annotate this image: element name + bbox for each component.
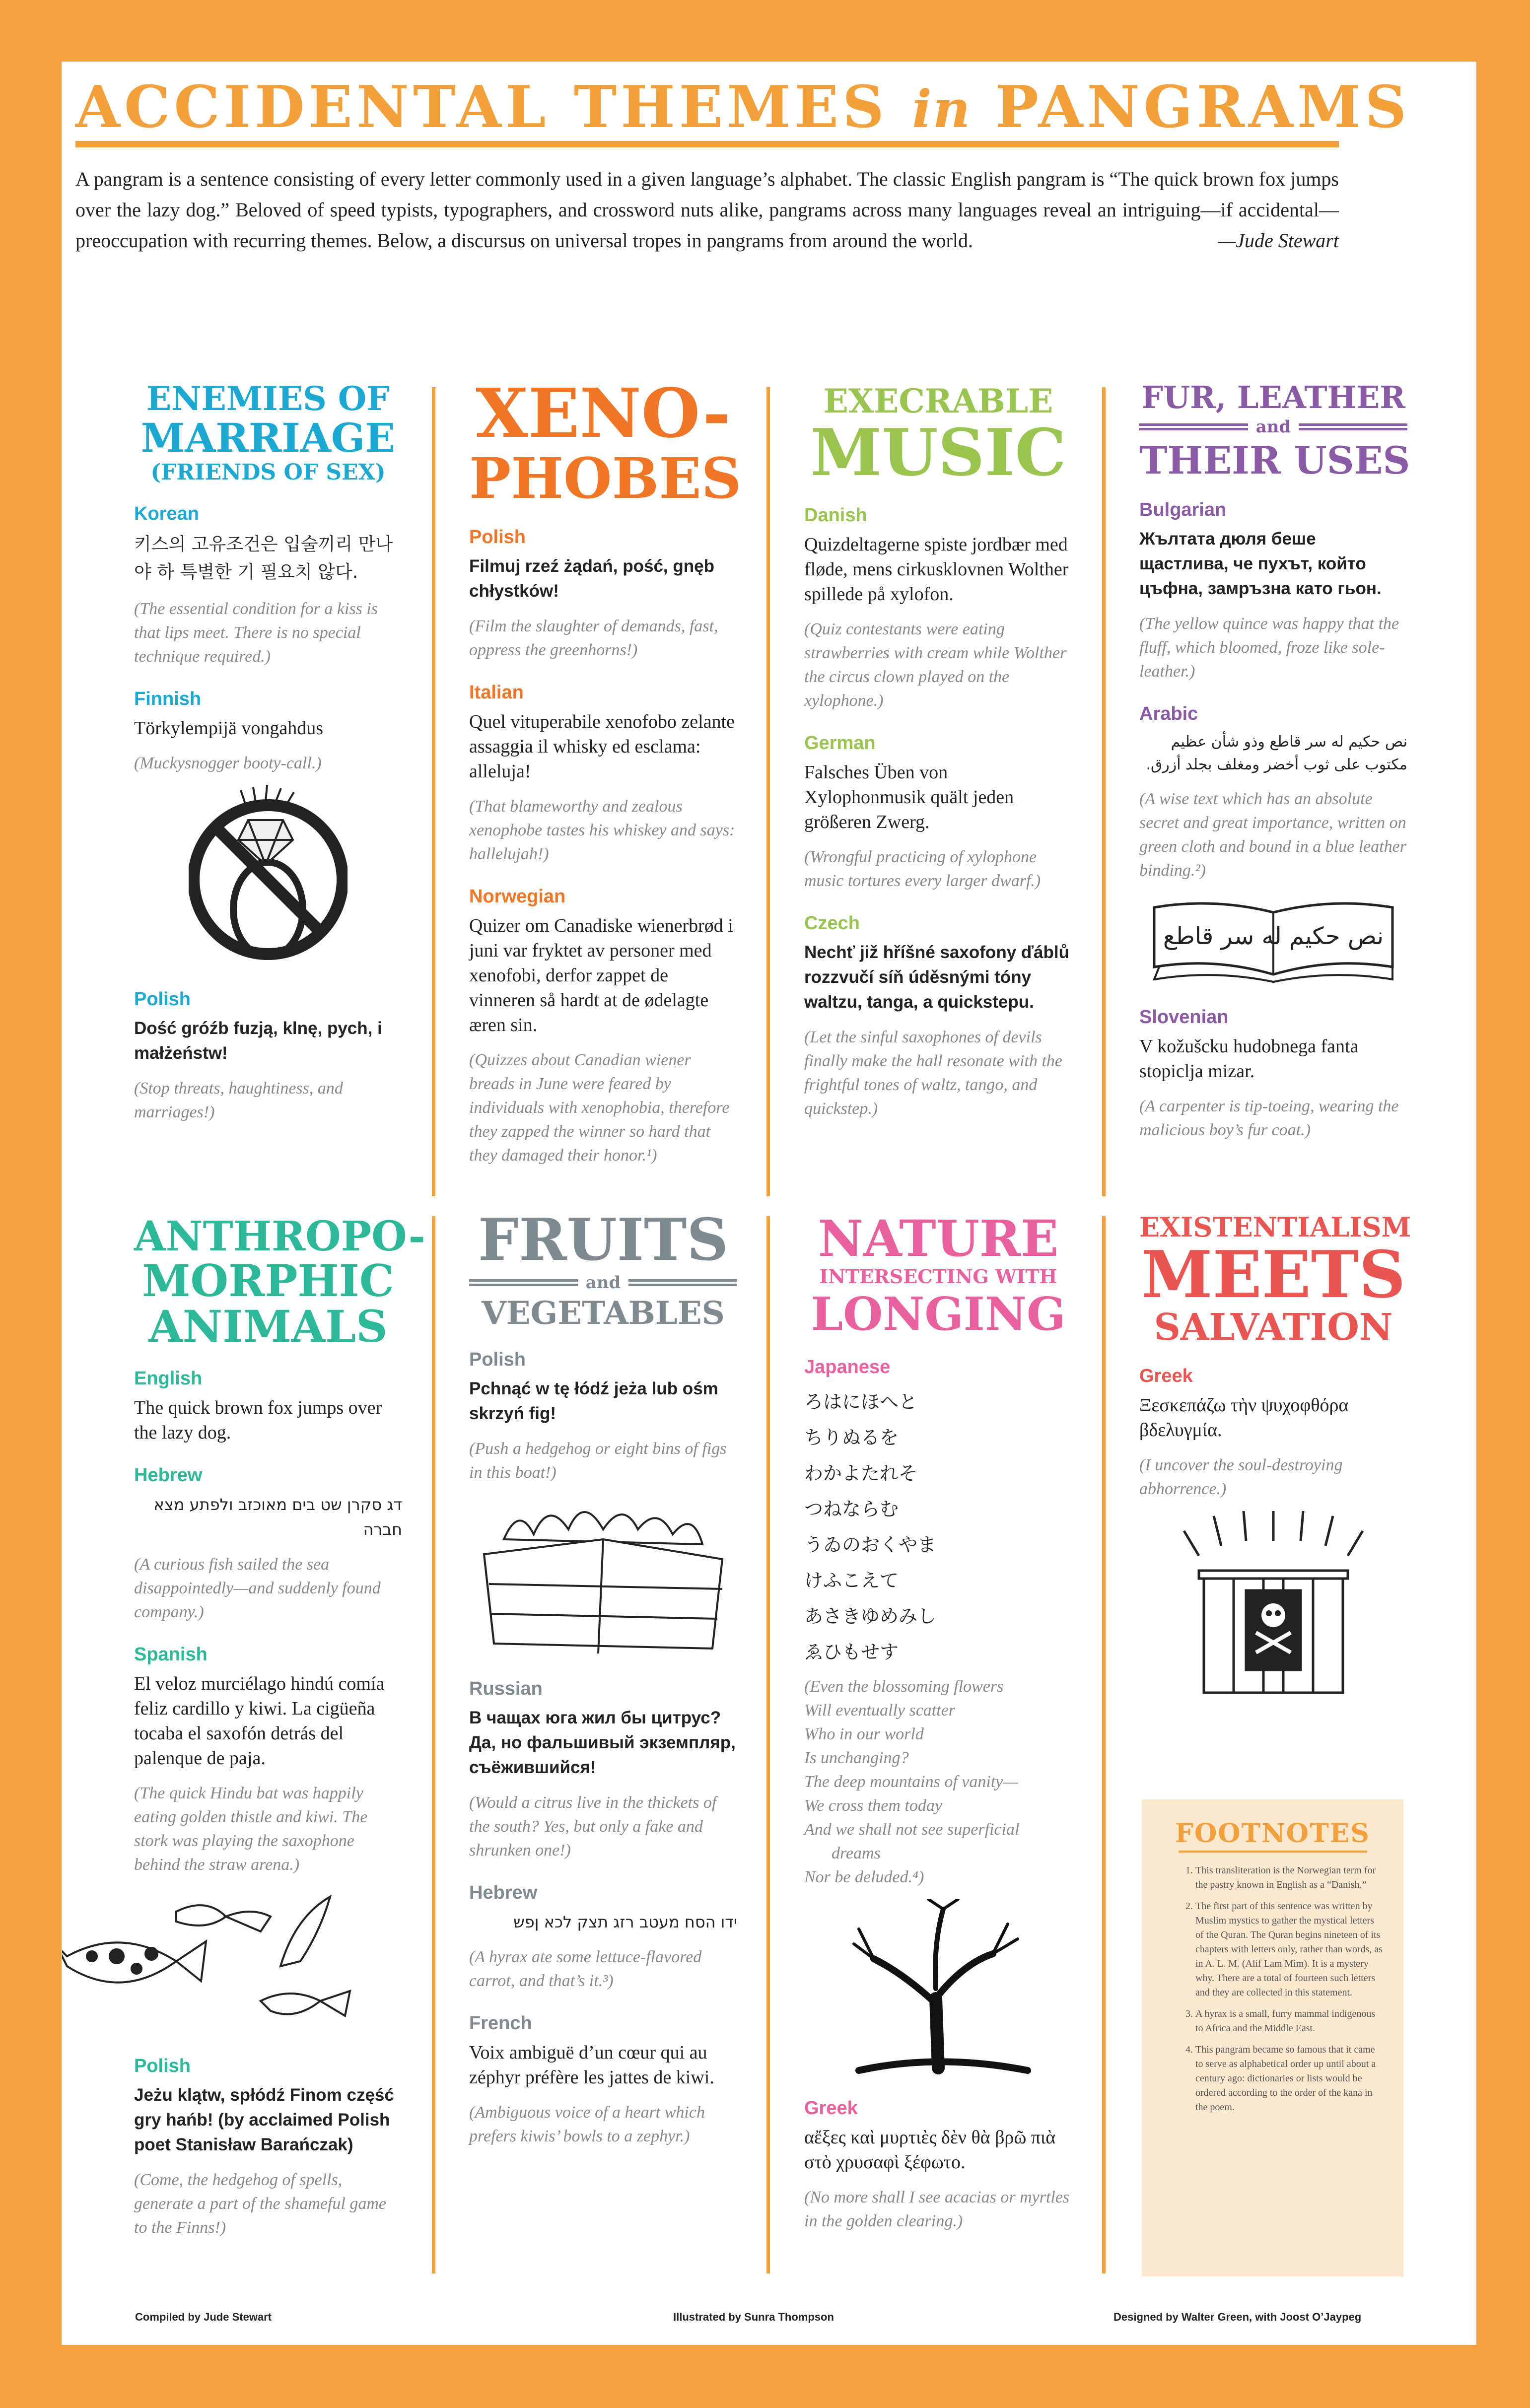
language-label: Russian — [469, 1678, 543, 1699]
poem-line: ちりぬるを — [804, 1427, 899, 1448]
translation-text: (Let the sinful saxophones of devils finally make the hall resonate with the frightful tones of waltz, tango, and quickstep.) — [804, 1028, 1062, 1118]
poem-line: つねならむ — [804, 1498, 899, 1520]
section-fruits-vegetables — [469, 1206, 737, 2148]
door-illustration — [1164, 1511, 1383, 1700]
language-label: Norwegian — [469, 886, 566, 907]
language-label: Japanese — [804, 1357, 891, 1377]
credit-compiled: Compiled by Jude Stewart — [135, 2311, 272, 2323]
column-divider — [1102, 1216, 1106, 2273]
footnote-item: 2. The first part of this sentence was written by Muslim mystics to gather the mystical letters of the Quran. The Quran begins nineteen of its chapters with letters only, rather than words, as in A. L. M. (Alif Lam Mim). It is a mystery why. There are a total of fourteen such letters and they are collected in this statement. — [1195, 1899, 1384, 2000]
column-divider — [432, 1216, 435, 2273]
translation-text: (Would a citrus live in the thickets of the south? Yes, but only a fake and shrunken one!) — [469, 1793, 717, 1859]
pangram-text: Jeżu klątw, spłódź Finom część gry hańb! (by acclaimed Polish poet Stanisław Barańczak) — [134, 2085, 394, 2154]
translation-text: (No more shall I see acacias or myrtles in the golden clearing.) — [804, 2188, 1070, 2230]
translation-text — [804, 1675, 1072, 1889]
credit-illustrated: Illustrated by Sunra Thompson — [673, 2311, 834, 2323]
double-rule — [1299, 423, 1407, 430]
pangram-text: نص حكيم له سر قاطع وذو شأن عظيم مكتوب على ثوب أخضر ومغلف بجلد أزرق. — [1146, 733, 1407, 773]
japanese-poem — [804, 1384, 1072, 1670]
title-rule — [75, 141, 1339, 147]
title-text: ACCIDENTAL THEMES — [75, 73, 888, 141]
language-label: Hebrew — [469, 1882, 538, 1903]
translation-line: dreams — [832, 1844, 881, 1862]
language-label: Polish — [134, 989, 191, 1010]
section-fur-leather — [1139, 379, 1410, 1142]
pangram-text: Quizdeltagerne spiste jordbær med fløde, mens cirkusklovnen Wolther spillede på xylofon. — [804, 534, 1069, 605]
poem-line: うゐのおくやま — [804, 1534, 937, 1556]
footnotes-list — [1178, 1863, 1384, 2115]
translation-text: (Wrongful practicing of xylophone music tortures every larger dwarf.) — [804, 848, 1041, 890]
section-heading: MUSIC — [810, 414, 1066, 490]
section-subheading: INTERSECTING WITH — [819, 1265, 1057, 1288]
pangram-text: El veloz murciélago hindú comía feliz cardillo y kiwi. La cigüeña tocaba el saxofón detrás del palenque de paja. — [134, 1673, 385, 1769]
translation-line: Will eventually scatter — [804, 1701, 956, 1720]
column-divider — [766, 1216, 770, 2273]
pangram-text: Quizer om Canadiske wienerbrød i juni var fryktet av personer med xenofobi, derfor zappet de vinneren så hardt at de ødelagte æren sin. — [469, 915, 733, 1035]
footnotes-rule — [1179, 1851, 1367, 1853]
title-text-end: PANGRAMS — [995, 73, 1411, 141]
section-heading: SALVATION — [1154, 1306, 1393, 1349]
section-heading: PHOBES — [469, 446, 742, 511]
double-rule — [1139, 423, 1248, 430]
intro-paragraph — [75, 164, 1339, 256]
pangram-text: Pchnąć w tę łódź jeża lub ośm skrzyń fig! — [469, 1379, 718, 1423]
pangram-text: דג סקרן שט בים מאוכזב ולפתע מצא חברה — [153, 1495, 402, 1539]
pangram-text: Ξεσκεπάζω τὴν ψυχοφθόρα βδελυγμία. — [1139, 1395, 1349, 1441]
section-heading: MORPHIC — [142, 1255, 394, 1307]
translation-text: (Push a hedgehog or eight bins of figs in this boat!) — [469, 1440, 727, 1482]
pangram-text: Törkylempijä vongahdus — [134, 718, 323, 739]
pangram-text: Quel vituperabile xenofobo zelante assaggia il whisky ed esclama: alleluja! — [469, 711, 735, 782]
credit-designed: Designed by Walter Green, with Joost O’Jaypeg — [1113, 2311, 1362, 2323]
poem-line: けふこえて — [804, 1570, 899, 1591]
pangram-text: αἔξες καὶ μυρτιὲς δὲν θὰ βρῶ πιὰ στὸ χρυσαφὶ ξέφωτο. — [804, 2127, 1056, 2173]
language-label: Polish — [134, 2056, 191, 2076]
footnote-item: 3. A hyrax is a small, furry mammal indigenous to Africa and the Middle East. — [1195, 2007, 1384, 2036]
section-xenophobes — [469, 374, 742, 1168]
language-label: English — [134, 1368, 203, 1389]
footnotes-box — [1142, 1799, 1403, 2276]
poster-title — [75, 73, 1411, 141]
section-heading: NATURE — [818, 1209, 1059, 1268]
pangram-text: V kožušcku hudobnega fanta stopiclja mizar. — [1139, 1036, 1359, 1082]
translation-line: And we shall not see superficial — [804, 1820, 1020, 1839]
language-label: Italian — [469, 682, 524, 703]
pangram-text: Voix ambiguë d’un cœur qui au zéphyr préfère les jattes de kiwi. — [469, 2042, 714, 2088]
pangram-text: ידו הסח מעטב רזג תצק לכא ןפש — [513, 1913, 737, 1931]
poem-line: ゑひもせす — [804, 1641, 899, 1663]
poem-line: あさきゆめみし — [804, 1605, 937, 1627]
section-heading: ANTHROPO- — [134, 1213, 425, 1260]
language-label: Polish — [469, 1349, 526, 1370]
translation-line: Is unchanging? — [804, 1749, 909, 1767]
pangram-text: Filmuj rzeź żądań, pość, gnęb chłystków! — [469, 556, 714, 601]
poem-line: わかよたれそ — [804, 1462, 918, 1484]
language-label: Bulgarian — [1139, 499, 1227, 520]
translation-text: (Come, the hedgehog of spells, generate a part of the shameful game to the Finns!) — [134, 2171, 387, 2237]
section-heading: FRUITS — [478, 1206, 729, 1274]
section-and: and — [1255, 417, 1291, 437]
translation-line: Who in our world — [804, 1725, 924, 1743]
column-divider — [432, 387, 435, 1196]
section-heading: ANIMALS — [148, 1301, 388, 1352]
section-heading: THEIR USES — [1139, 438, 1410, 482]
pangram-text: В чащах юга жил бы цитрус? Да, но фальшивый экземпляр, съёжившийся! — [469, 1708, 736, 1777]
language-label: Czech — [804, 913, 860, 934]
language-label: Slovenian — [1139, 1007, 1229, 1028]
language-label: Polish — [469, 527, 526, 548]
translation-text: (Stop threats, haughtiness, and marriages!) — [134, 1079, 343, 1121]
language-label: Hebrew — [134, 1465, 203, 1486]
footnotes-title: FOOTNOTES — [1175, 1818, 1370, 1849]
book-illustration — [1144, 893, 1402, 987]
poem-line: ろはにほへと — [804, 1391, 918, 1413]
section-nature-longing — [804, 1209, 1072, 2233]
language-label: Arabic — [1139, 703, 1198, 724]
section-heading: XENO- — [476, 374, 731, 453]
pangram-text: Dość gróźb fuzją, klnę, pych, i małżeństw! — [134, 1019, 382, 1063]
translation-text: (A carpenter is tip-toeing, wearing the malicious boy’s fur coat.) — [1139, 1097, 1399, 1139]
column-divider — [1102, 387, 1106, 1196]
section-anthropomorphic-animals — [134, 1213, 425, 2240]
section-heading: MARRIAGE — [140, 414, 396, 461]
translation-line: The deep mountains of vanity— — [804, 1773, 1018, 1791]
language-label: Finnish — [134, 688, 202, 709]
book-text: نص حكيم له سر قاطع — [1163, 922, 1384, 950]
translation-text: (I uncover the soul-destroying abhorrence.) — [1139, 1456, 1343, 1498]
translation-text: (Quiz contestants were eating strawberries with cream while Wolther the circus clown played on the xylophone.) — [804, 620, 1067, 710]
language-label: Spanish — [134, 1644, 208, 1665]
tree-illustration — [829, 1899, 1047, 2078]
language-label: Greek — [804, 2098, 858, 2119]
translation-text: (Ambiguous voice of a heart which prefers kiwis’ bowls to a zephyr.) — [469, 2103, 705, 2145]
language-label: French — [469, 2013, 532, 2034]
intro-signature: —Jude Stewart — [1218, 229, 1339, 252]
translation-text: (A curious fish sailed the sea disappointedly—and suddenly found company.) — [134, 1555, 381, 1621]
language-label: Korean — [134, 503, 199, 524]
translation-line: We cross them today — [804, 1796, 942, 1815]
translation-text: (Film the slaughter of demands, fast, oppress the greenhorns!) — [469, 617, 718, 659]
pangram-text: Жълтата дюля беше щастлива, че пухът, който цъфна, замръзна като гьон. — [1139, 529, 1382, 598]
translation-text: (Muckysnogger booty-call.) — [134, 754, 322, 772]
fish-illustration — [62, 1887, 390, 2036]
section-heading: VEGETABLES — [482, 1295, 725, 1332]
language-label: German — [804, 733, 876, 754]
translation-text: (The quick Hindu bat was happily eating golden thistle and kiwi. The stork was playing the saxophone behind the straw arena.) — [134, 1784, 368, 1874]
translation-line: (Even the blossoming flowers — [804, 1677, 1004, 1696]
translation-text: (The essential condition for a kiss is that lips meet. There is no special technique required.) — [134, 600, 378, 666]
double-rule — [469, 1279, 578, 1286]
no-ring-illustration — [189, 785, 348, 969]
translation-text: (A wise text which has an absolute secret and great importance, written on green cloth and bound in a blue leather binding.²) — [1139, 790, 1406, 880]
language-label: Greek — [1139, 1366, 1193, 1386]
section-execrable-music — [804, 382, 1072, 1121]
column-divider — [766, 387, 770, 1196]
intro-text: A pangram is a sentence consisting of every letter commonly used in a given language’s alphabet. The classic English pangram is “The quick brown fox jumps over the lazy dog.” Beloved of speed typists, typographers, and crossword nuts alike, pangrams across many languages reveal an intriguing—if accidental—preoccupation with recurring themes. Below, a discursus on universal tropes in pangrams from around the world. — [75, 168, 1339, 252]
pangram-text: The quick brown fox jumps over the lazy dog. — [134, 1397, 382, 1443]
section-heading: EXISTENTIALISM — [1139, 1211, 1411, 1243]
pangram-text: Falsches Üben von Xylophonmusik quält jeden größeren Zwerg. — [804, 762, 1014, 832]
title-in: in — [912, 78, 972, 139]
section-heading: ENEMIES OF — [146, 379, 390, 418]
section-subheading: (FRIENDS OF SEX) — [150, 460, 386, 485]
section-heading: MEETS — [1141, 1237, 1406, 1312]
translation-line: Nor be deluded.⁴) — [804, 1868, 924, 1886]
pangram-text: 키스의 고유조건은 입술끼리 만나야 하 특별한 기 필요치 않다. — [134, 534, 393, 582]
translation-text: (Quizzes about Canadian wiener breads in June were feared by individuals with xenophobia, therefore they zapped the winner so hard that they damaged their honor.¹) — [469, 1051, 730, 1165]
footnote-item: 1. This transliteration is the Norwegian term for the pastry known in English as a “Danish.” — [1195, 1863, 1384, 1892]
double-rule — [628, 1279, 737, 1286]
section-existentialism — [1139, 1211, 1411, 1700]
translation-text: (A hyrax ate some lettuce-flavored carrot, and that’s it.³) — [469, 1948, 702, 1990]
section-enemies-of-marriage — [134, 379, 402, 1124]
translation-text: (The yellow quince was happy that the fluff, which bloomed, froze like sole-leather.) — [1139, 615, 1399, 681]
pangram-text: Nechť již hříšné saxofony ďáblů rozzvučí síň úděsnými tóny waltzu, tanga, a quickstepu. — [804, 943, 1069, 1012]
section-heading: LONGING — [811, 1287, 1066, 1341]
section-heading: FUR, LEATHER — [1141, 379, 1405, 415]
section-and: and — [585, 1273, 621, 1293]
crate-illustration — [474, 1495, 732, 1658]
translation-text: (That blameworthy and zealous xenophobe tastes his whiskey and says: hallelujah!) — [469, 797, 735, 863]
footnote-item: 4. This pangram became so famous that it came to serve as alphabetical order up until about a century ago: dictionaries or lists would be ordered according to the order of the kana in the poem. — [1195, 2043, 1384, 2115]
section-heading: EXECRABLE — [823, 382, 1053, 420]
language-label: Danish — [804, 505, 867, 526]
